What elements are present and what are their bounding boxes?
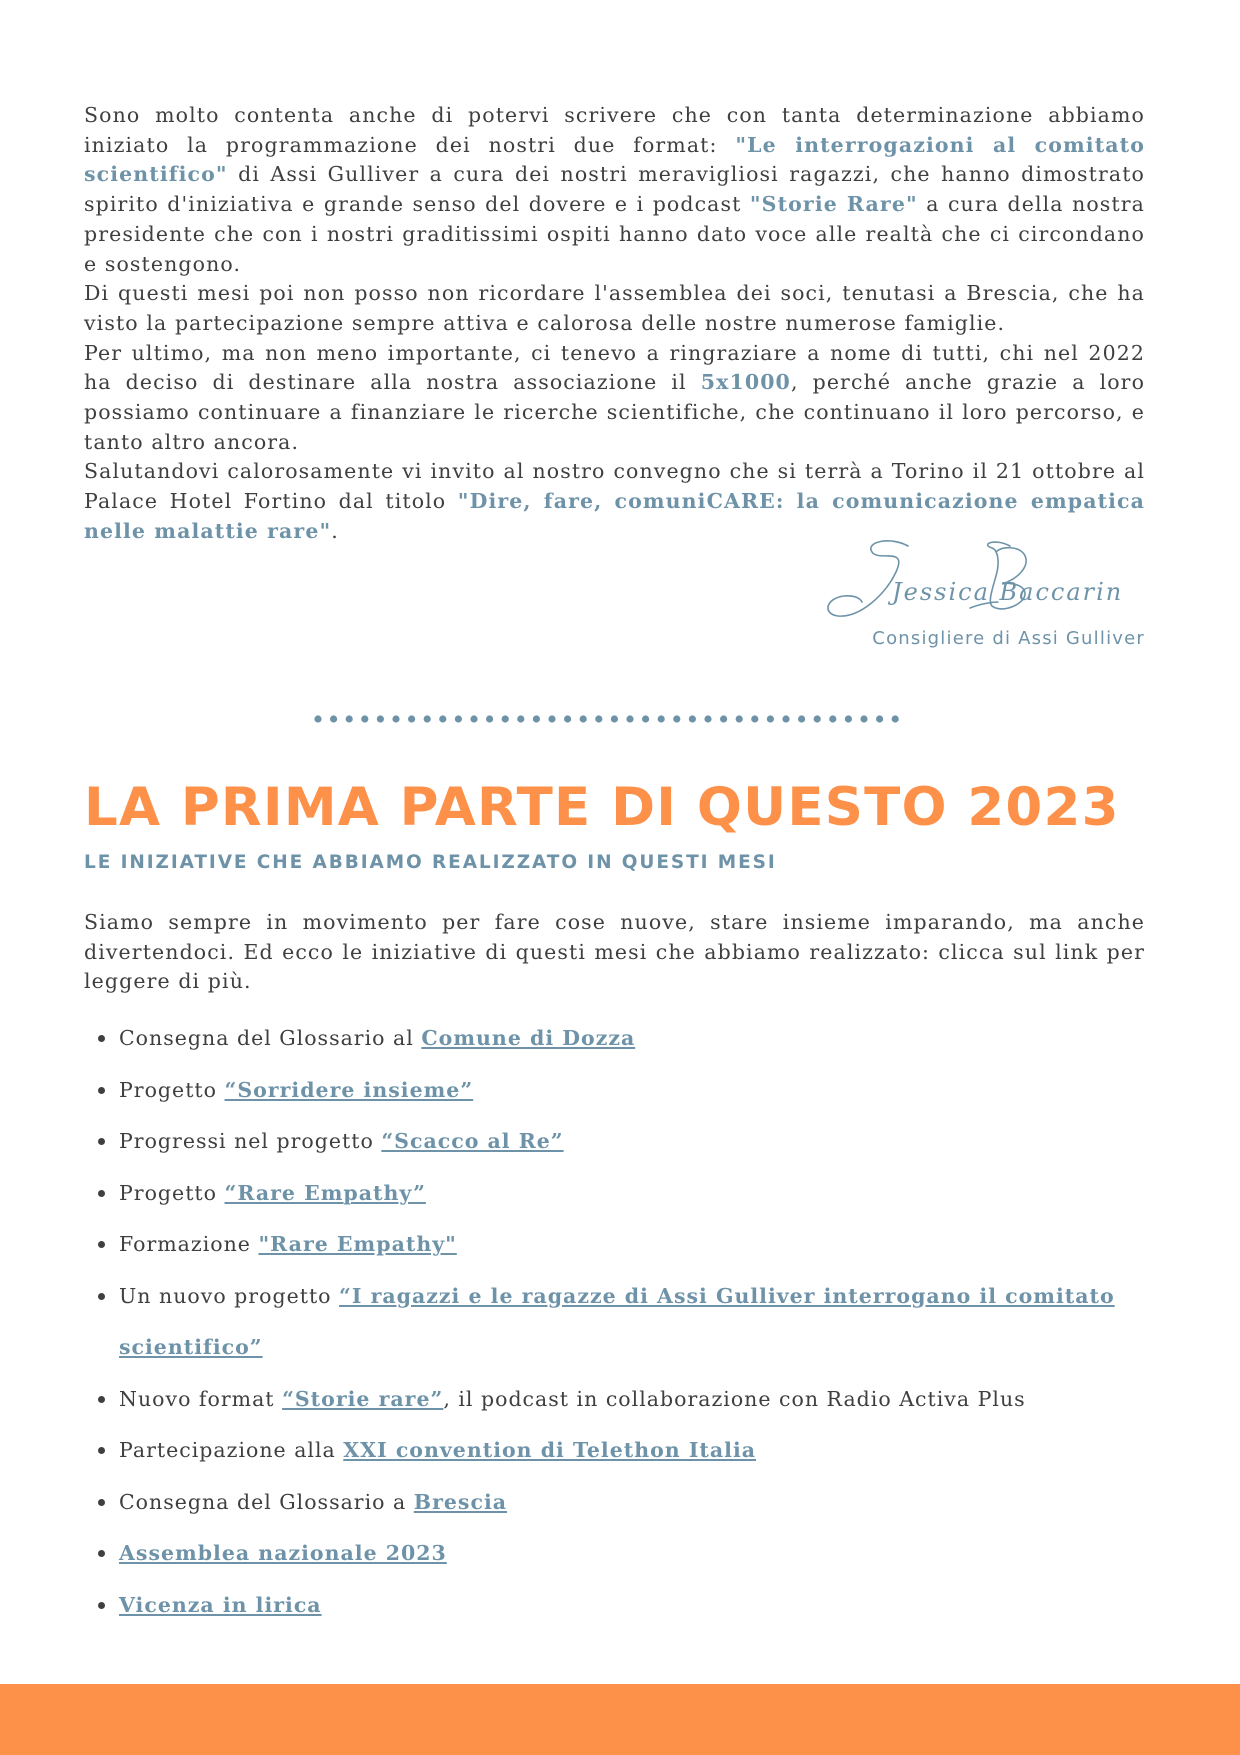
letter-paragraph-formats	[84, 101, 1145, 279]
divider-dot	[767, 715, 774, 722]
divider-dot	[408, 715, 415, 722]
divider-dot	[486, 715, 493, 722]
list-item-text: Partecipazione alla	[119, 1438, 344, 1462]
list-item	[84, 1477, 1144, 1529]
list-item-text: Progetto	[119, 1077, 225, 1102]
section-intro: Siamo sempre in movimento per fare cose nuove, stare insieme imparando, ma anche divertendoci. Ed ecco le iniziative di questi mesi che abbiamo realizzato: clicca sul link per leggere di più.	[84, 910, 1145, 994]
dotted-divider	[313, 712, 913, 726]
initiative-link[interactable]: “Storie rare”	[282, 1386, 444, 1411]
divider-dot	[470, 715, 477, 722]
text-run: Per ultimo, ma non meno importante, ci tenevo a ringraziare a nome di tutti, chi nel 2022 ha deciso di destinare alla nostra associazione il	[84, 340, 1145, 395]
list-item	[84, 1065, 1144, 1117]
list-item	[84, 1374, 1144, 1426]
initiative-link[interactable]: Comune di Dozza	[421, 1026, 636, 1050]
initiative-link[interactable]: “I ragazzi e le ragazze di Assi Gulliver interrogano il comitato scientifico”	[119, 1283, 1115, 1359]
divider-dot	[314, 715, 321, 722]
divider-dot	[611, 715, 618, 722]
divider-dot	[704, 715, 711, 722]
divider-dot	[626, 715, 633, 722]
list-item	[84, 1013, 1144, 1065]
list-item	[84, 1116, 1144, 1168]
highlight-text: "Storie Rare"	[749, 192, 918, 217]
list-item-text: Progressi nel progetto	[119, 1129, 382, 1153]
list-item-text: Progetto	[119, 1180, 225, 1205]
list-item-text: Un nuovo progetto	[119, 1283, 340, 1308]
initiative-link[interactable]: “Rare Empathy”	[224, 1180, 426, 1205]
handwritten-signature	[820, 532, 1150, 632]
list-item	[84, 1271, 1144, 1374]
signature-name: Jessica Baccarin	[892, 578, 1124, 606]
divider-dot	[829, 715, 836, 722]
divider-dot	[424, 715, 431, 722]
list-item-text: , il podcast in collaborazione con Radio Activa Plus	[443, 1386, 1026, 1411]
divider-dot	[580, 715, 587, 722]
text-run: Salutandovi calorosamente vi invito al nostro convegno che si terrà a Torino il 21 ottobre al Palace Hotel Fortino dal titolo	[84, 459, 1145, 514]
divider-dot	[689, 715, 696, 722]
divider-dot	[330, 715, 337, 722]
list-item-text: Nuovo format	[119, 1386, 283, 1411]
letter-paragraph-thanks	[84, 339, 1145, 458]
list-item	[84, 1168, 1144, 1220]
divider-dot	[751, 715, 758, 722]
section-title: LA PRIMA PARTE DI QUESTO 2023	[84, 777, 1120, 838]
signature-role: Consigliere di Assi Gulliver	[872, 628, 1145, 649]
divider-dot	[798, 715, 805, 722]
divider-dot	[642, 715, 649, 722]
text-run: .	[331, 518, 339, 543]
divider-dot	[455, 715, 462, 722]
letter-paragraph-assembly	[84, 279, 1145, 338]
divider-dot	[860, 715, 867, 722]
initiatives-list	[84, 1013, 1144, 1631]
highlight-text: 5x1000	[700, 370, 791, 395]
divider-dot	[595, 715, 602, 722]
text-run: Sono molto contenta anche di potervi scrivere che con tanta determinazione abbiamo iniziato la programmazione dei nostri due format:	[84, 103, 1145, 157]
divider-dot	[392, 715, 399, 722]
divider-dot	[782, 715, 789, 722]
divider-dot	[533, 715, 540, 722]
initiative-link[interactable]: Vicenza in lirica	[119, 1592, 322, 1617]
divider-dot	[439, 715, 446, 722]
divider-dot	[845, 715, 852, 722]
divider-dot	[673, 715, 680, 722]
initiative-link[interactable]: Assemblea nazionale 2023	[119, 1541, 447, 1565]
divider-dot	[346, 715, 353, 722]
initiative-link[interactable]: XXI convention di Telethon Italia	[343, 1438, 757, 1462]
text-run: di Assi Gulliver a cura dei nostri meravigliosi ragazzi, che hanno dimostrato spirito d'iniziativa e grande senso del dovere e i podcast	[84, 162, 1145, 217]
list-item-text: Consegna del Glossario a	[119, 1489, 414, 1514]
list-item	[84, 1528, 1144, 1580]
list-item-text: Consegna del Glossario al	[119, 1026, 422, 1050]
divider-dot	[814, 715, 821, 722]
divider-dot	[377, 715, 384, 722]
divider-dot	[517, 715, 524, 722]
divider-dot	[892, 715, 899, 722]
letter-text	[84, 101, 1145, 547]
divider-dot	[502, 715, 509, 722]
initiative-link[interactable]: “Scacco al Re”	[381, 1129, 564, 1153]
list-item	[84, 1219, 1144, 1271]
text-run: , perché anche grazie a loro possiamo continuare a finanziare le ricerche scientifiche, che continuano il loro percorso, e tanto altro ancora.	[84, 370, 1146, 454]
divider-dot	[361, 715, 368, 722]
list-item	[84, 1425, 1144, 1477]
list-item-text: Formazione	[119, 1232, 259, 1256]
divider-dot	[876, 715, 883, 722]
highlight-text: "Dire, fare, comuniCARE: la comunicazione empatica nelle malattie rare"	[84, 489, 1146, 543]
divider-dot	[564, 715, 571, 722]
divider-dot	[548, 715, 555, 722]
text-run: Di questi mesi poi non posso non ricordare l'assemblea dei soci, tenutasi a Brescia, che ha visto la partecipazione sempre attiva e calorosa delle nostre numerose famiglie.	[84, 281, 1145, 335]
initiative-link[interactable]: Brescia	[413, 1489, 508, 1514]
footer-bar	[0, 1684, 1240, 1755]
initiative-link[interactable]: "Rare Empathy"	[258, 1232, 457, 1256]
text-run: a cura della nostra presidente che con i nostri graditissimi ospiti hanno dato voce alle realtà che ci circondano e sostengono.	[84, 192, 1145, 276]
divider-dot	[658, 715, 665, 722]
divider-dot	[720, 715, 727, 722]
highlight-text: "Le interrogazioni al comitato scientifico"	[84, 132, 1145, 187]
section-subtitle: LE INIZIATIVE CHE ABBIAMO REALIZZATO IN QUESTI MESI	[84, 852, 777, 873]
list-item	[84, 1580, 1144, 1632]
divider-dot	[736, 715, 743, 722]
initiative-link[interactable]: “Sorridere insieme”	[224, 1077, 474, 1102]
